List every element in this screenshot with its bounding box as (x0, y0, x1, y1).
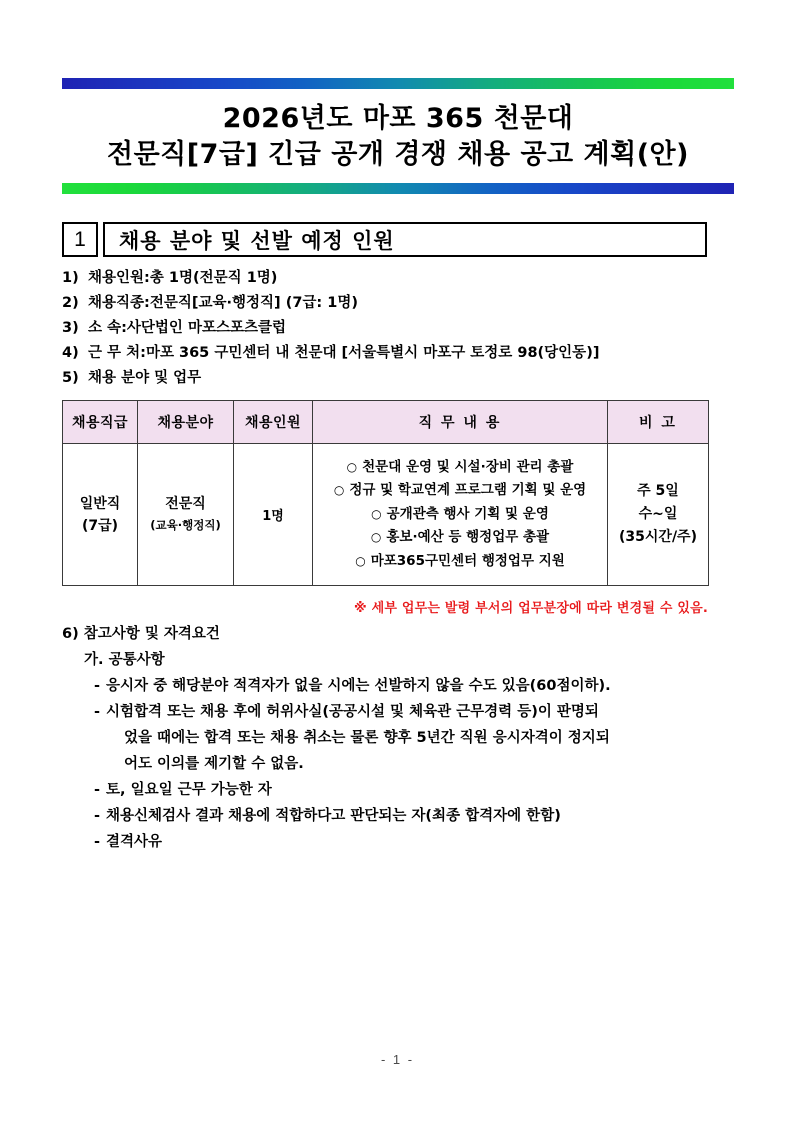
dash-marker: - (94, 782, 101, 798)
remark-line-1: 주 5일 (637, 483, 679, 499)
table-header-field: 채용분야 (138, 401, 234, 444)
bullet-item (62, 829, 748, 855)
list-item (62, 341, 742, 366)
cell-grade (63, 444, 138, 586)
cell-field (138, 444, 234, 586)
list-item-value: 전문직[교육·행정직] (7급: 1명) (149, 295, 359, 311)
gradient-rule-top (62, 78, 734, 89)
circle-bullet-icon: ○ (371, 506, 382, 521)
list-item-value: 마포 365 구민센터 내 천문대 [서울특별시 마포구 토정로 98(당인동)] (145, 345, 600, 361)
remark-line-2: 수~일 (638, 506, 678, 522)
section-1-item-list (62, 266, 742, 391)
section-title-box: 채용 분야 및 선발 예정 인원 (103, 222, 707, 257)
list-item-index: 2) (62, 295, 79, 311)
list-item (62, 266, 742, 291)
circle-bullet-icon: ○ (355, 553, 366, 568)
section-6-heading: 6) 참고사항 및 자격요건 (62, 626, 220, 642)
list-item (62, 316, 742, 341)
list-item-value: 사단법인 마포스포츠클럽 (126, 320, 286, 336)
list-item-index: 4) (62, 345, 79, 361)
dash-marker: - (94, 704, 101, 720)
duty-item (313, 550, 607, 574)
section-1-header (62, 222, 707, 257)
section-6-subheading: 가. 공통사항 (84, 652, 165, 668)
list-item (62, 291, 742, 316)
list-item-index: 1) (62, 270, 79, 286)
circle-bullet-icon: ○ (333, 483, 345, 498)
duty-text: 공개관측 행사 기획 및 운영 (386, 505, 549, 522)
cell-duties (313, 444, 608, 586)
recruitment-table (62, 400, 709, 586)
duty-item (313, 503, 607, 527)
bullet-text: 응시자 중 해당분야 적격자가 없을 시에는 선발하지 않을 수도 있음(60점이하). (106, 678, 611, 694)
cell-remarks (608, 444, 709, 586)
duty-text: 천문대 운영 및 시설·장비 관리 총괄 (362, 458, 574, 475)
list-item-separator: : (144, 270, 150, 286)
circle-bullet-icon: ○ (346, 459, 358, 474)
cell-field-line-1: 전문직 (165, 495, 206, 512)
bullet-text: 채용신체검사 결과 채용에 적합하다고 판단되는 자(최종 합격자에 한함) (106, 808, 561, 824)
table-header-count: 채용인원 (234, 401, 313, 444)
list-item-separator: : (121, 320, 127, 336)
table-header-row (63, 401, 709, 444)
duty-item (313, 526, 607, 550)
list-item-index: 5) (62, 370, 79, 386)
recruitment-table-wrapper (62, 400, 708, 586)
list-item-label: 근 무 처 (88, 345, 141, 361)
list-item (62, 366, 742, 391)
duty-item (313, 479, 607, 503)
list-item-value: 총 1명(전문직 1명) (149, 270, 278, 286)
section-number-box: 1 (62, 222, 98, 257)
bullet-item (62, 673, 748, 699)
list-item-label: 채용인원 (88, 270, 145, 286)
cell-grade-line-2: (7급) (81, 517, 119, 534)
duty-item (313, 456, 607, 480)
list-item-separator: : (144, 295, 150, 311)
bullet-text: 토, 일요일 근무 가능한 자 (106, 782, 272, 798)
table-row (63, 444, 709, 586)
bullet-continuation: 어도 이의를 제기할 수 없음. (124, 756, 304, 772)
list-item-label: 채용직종 (88, 295, 145, 311)
table-header-remarks: 비 고 (608, 401, 709, 444)
duty-text: 마포365구민센터 행정업무 지원 (370, 552, 565, 569)
cell-grade-line-1: 일반직 (79, 495, 121, 512)
cell-field-line-2: (교육·행정직) (150, 517, 221, 532)
table-header-duties: 직 무 내 용 (313, 401, 608, 444)
title-banner (62, 78, 734, 194)
table-footnote: ※ 세부 업무는 발령 부서의 업무분장에 따라 변경될 수 있음. (354, 601, 708, 616)
list-item-label: 채용 분야 및 업무 (88, 370, 202, 386)
bullet-item (62, 699, 748, 725)
title-line-2: 전문직[7급] 긴급 공개 경쟁 채용 공고 계획(안) (107, 139, 689, 170)
list-item-label: 소 속 (88, 320, 122, 336)
duty-text: 정규 및 학교연계 프로그램 기획 및 운영 (349, 482, 587, 499)
bullet-continuation: 었을 때에는 합격 또는 채용 취소는 물론 향후 5년간 직원 응시자격이 정지되 (124, 730, 610, 746)
page-number: - 1 - (380, 1052, 415, 1067)
dash-marker: - (94, 834, 101, 850)
bullet-item (62, 803, 748, 829)
bullet-item (62, 777, 748, 803)
list-item-separator: : (140, 345, 146, 361)
cell-count: 1명 (234, 444, 313, 586)
bullet-text: 시험합격 또는 채용 후에 허위사실(공공시설 및 체육관 근무경력 등)이 판명되 (106, 704, 599, 720)
remark-line-3: (35시간/주) (619, 529, 697, 545)
table-header-grade: 채용직급 (63, 401, 138, 444)
dash-marker: - (94, 678, 101, 694)
duties-list (313, 456, 607, 574)
bullet-text: 결격사유 (106, 834, 163, 850)
title-line-1: 2026년도 마포 365 천문대 (222, 103, 574, 134)
document-title (62, 89, 734, 183)
duty-text: 홍보·예산 등 행정업무 총괄 (386, 529, 550, 546)
gradient-rule-bottom (62, 183, 734, 194)
section-6-block (62, 622, 752, 855)
list-item-index: 3) (62, 320, 79, 336)
circle-bullet-icon: ○ (370, 530, 382, 545)
dash-marker: - (94, 808, 101, 824)
